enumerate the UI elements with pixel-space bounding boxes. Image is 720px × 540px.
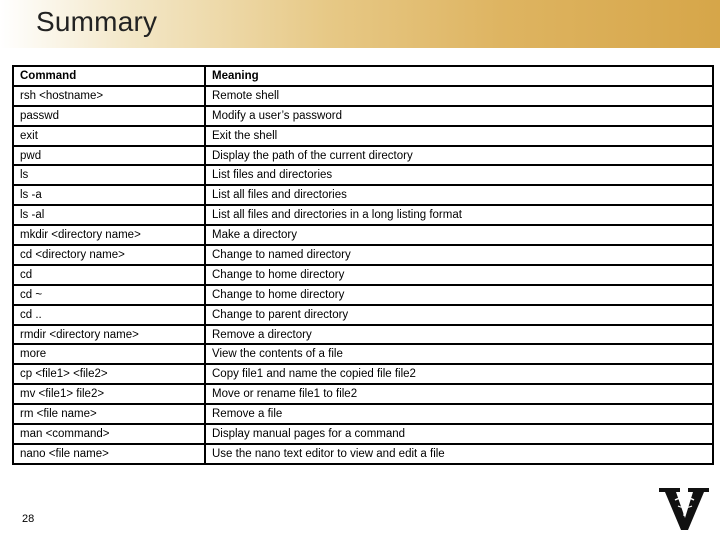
table-row: [13, 185, 713, 205]
table-row: [13, 265, 713, 285]
table-row: [13, 146, 713, 166]
meaning-cell: List files and directories: [205, 165, 713, 185]
table-row: [13, 424, 713, 444]
table-row: [13, 86, 713, 106]
meaning-cell: Change to named directory: [205, 245, 713, 265]
meaning-cell: Change to parent directory: [205, 305, 713, 325]
command-cell: man <command>: [13, 424, 205, 444]
meaning-cell: Make a directory: [205, 225, 713, 245]
command-cell: mkdir <directory name>: [13, 225, 205, 245]
command-cell: rmdir <directory name>: [13, 325, 205, 345]
command-cell: ls -a: [13, 185, 205, 205]
table-row: [13, 165, 713, 185]
table-row: [13, 444, 713, 464]
slide-title: Summary: [36, 6, 158, 37]
table-row: [13, 305, 713, 325]
meaning-cell: Change to home directory: [205, 265, 713, 285]
command-table: [12, 65, 714, 465]
table-row: [13, 364, 713, 384]
command-cell: exit: [13, 126, 205, 146]
command-cell: ls: [13, 165, 205, 185]
command-cell: mv <file1> file2>: [13, 384, 205, 404]
table-row: [13, 285, 713, 305]
command-cell: cd ..: [13, 305, 205, 325]
command-cell: cd ~: [13, 285, 205, 305]
table-row: [13, 344, 713, 364]
meaning-cell: View the contents of a file: [205, 344, 713, 364]
meaning-cell: Use the nano text editor to view and edit a file: [205, 444, 713, 464]
meaning-cell: Move or rename file1 to file2: [205, 384, 713, 404]
table-row: [13, 325, 713, 345]
table-row: [13, 126, 713, 146]
meaning-cell: Remote shell: [205, 86, 713, 106]
command-cell: more: [13, 344, 205, 364]
meaning-cell: Remove a directory: [205, 325, 713, 345]
table-header-row: [13, 66, 713, 86]
meaning-cell: Exit the shell: [205, 126, 713, 146]
table-row: [13, 384, 713, 404]
command-cell: nano <file name>: [13, 444, 205, 464]
meaning-cell: Remove a file: [205, 404, 713, 424]
table-row: [13, 106, 713, 126]
command-cell: rm <file name>: [13, 404, 205, 424]
meaning-cell: Change to home directory: [205, 285, 713, 305]
table-row: [13, 205, 713, 225]
meaning-cell: Display manual pages for a command: [205, 424, 713, 444]
meaning-cell: Copy file1 and name the copied file file2: [205, 364, 713, 384]
command-cell: cd <directory name>: [13, 245, 205, 265]
command-cell: rsh <hostname>: [13, 86, 205, 106]
command-cell: cp <file1> <file2>: [13, 364, 205, 384]
column-header-meaning: Meaning: [205, 66, 713, 86]
meaning-cell: Display the path of the current directory: [205, 146, 713, 166]
table-row: [13, 245, 713, 265]
page-number: 28: [22, 513, 35, 525]
command-cell: cd: [13, 265, 205, 285]
command-cell: ls -al: [13, 205, 205, 225]
meaning-cell: List all files and directories in a long listing format: [205, 205, 713, 225]
table-row: [13, 404, 713, 424]
command-cell: pwd: [13, 146, 205, 166]
command-cell: passwd: [13, 106, 205, 126]
meaning-cell: Modify a user’s password: [205, 106, 713, 126]
vanderbilt-v-logo-icon: [658, 486, 710, 532]
meaning-cell: List all files and directories: [205, 185, 713, 205]
column-header-command: Command: [13, 66, 205, 86]
table-row: [13, 225, 713, 245]
